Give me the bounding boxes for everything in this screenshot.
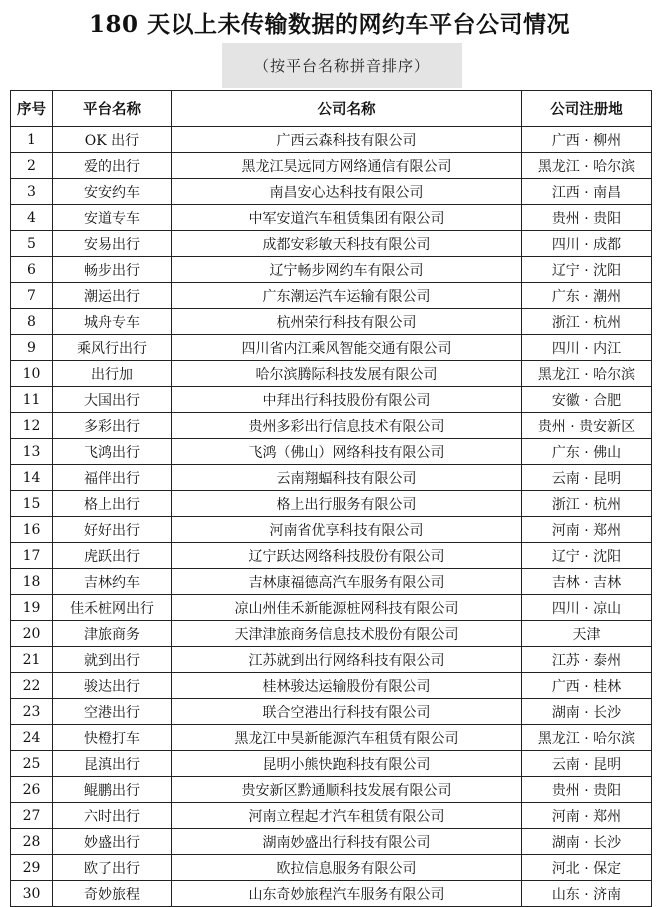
table-row: [11, 179, 652, 205]
cell-platform-name: 鲲鹏出行: [53, 777, 172, 803]
header-platform-name: 平台名称: [53, 91, 172, 127]
cell-platform-name: 畅步出行: [53, 257, 172, 283]
cell-platform-name: OK 出行: [53, 127, 172, 153]
cell-platform-name: 骏达出行: [53, 673, 172, 699]
cell-index: 12: [11, 413, 53, 439]
cell-platform-name: 津旅商务: [53, 621, 172, 647]
cell-registration-place: 黑龙江 · 哈尔滨: [522, 153, 652, 179]
table-row: [11, 387, 652, 413]
cell-index: 11: [11, 387, 53, 413]
cell-registration-place: 广西 · 桂林: [522, 673, 652, 699]
cell-index: 14: [11, 465, 53, 491]
cell-registration-place: 广东 · 潮州: [522, 283, 652, 309]
cell-index: 29: [11, 855, 53, 881]
cell-company-name: 四川省内江乘风智能交通有限公司: [172, 335, 522, 361]
cell-index: 9: [11, 335, 53, 361]
cell-index: 25: [11, 751, 53, 777]
cell-index: 26: [11, 777, 53, 803]
cell-index: 10: [11, 361, 53, 387]
cell-registration-place: 贵州 · 贵阳: [522, 777, 652, 803]
cell-platform-name: 昆滇出行: [53, 751, 172, 777]
table-row: [11, 257, 652, 283]
cell-company-name: 山东奇妙旅程汽车服务有限公司: [172, 881, 522, 907]
cell-index: 6: [11, 257, 53, 283]
cell-platform-name: 出行加: [53, 361, 172, 387]
cell-platform-name: 六时出行: [53, 803, 172, 829]
cell-platform-name: 安道专车: [53, 205, 172, 231]
cell-registration-place: 江西 · 南昌: [522, 179, 652, 205]
table-row: [11, 881, 652, 907]
cell-platform-name: 妙盛出行: [53, 829, 172, 855]
cell-company-name: 中拜出行科技股份有限公司: [172, 387, 522, 413]
cell-company-name: 辽宁畅步网约车有限公司: [172, 257, 522, 283]
cell-platform-name: 好好出行: [53, 517, 172, 543]
table-row: [11, 309, 652, 335]
cell-company-name: 杭州荣行科技有限公司: [172, 309, 522, 335]
cell-registration-place: 四川 · 凉山: [522, 595, 652, 621]
table-row: [11, 491, 652, 517]
cell-company-name: 昆明小熊快跑科技有限公司: [172, 751, 522, 777]
cell-index: 23: [11, 699, 53, 725]
cell-registration-place: 贵州 · 贵安新区: [522, 413, 652, 439]
table-row: [11, 231, 652, 257]
cell-platform-name: 爱的出行: [53, 153, 172, 179]
cell-company-name: 云南翔蝠科技有限公司: [172, 465, 522, 491]
header-company-name: 公司名称: [172, 91, 522, 127]
table-row: [11, 517, 652, 543]
cell-index: 3: [11, 179, 53, 205]
table-row: [11, 699, 652, 725]
cell-company-name: 黑龙江昊远同方网络通信有限公司: [172, 153, 522, 179]
cell-registration-place: 广东 · 佛山: [522, 439, 652, 465]
header-index: 序号: [11, 91, 53, 127]
page-title: 180 天以上未传输数据的网约车平台公司情况: [88, 11, 571, 38]
cell-registration-place: 四川 · 内江: [522, 335, 652, 361]
cell-company-name: 湖南妙盛出行科技有限公司: [172, 829, 522, 855]
table-row: [11, 621, 652, 647]
cell-platform-name: 安安约车: [53, 179, 172, 205]
cell-platform-name: 大国出行: [53, 387, 172, 413]
cell-company-name: 成都安彩敏天科技有限公司: [172, 231, 522, 257]
cell-registration-place: 浙江 · 杭州: [522, 309, 652, 335]
cell-index: 1: [11, 127, 53, 153]
subtitle: （按平台名称拼音排序）: [253, 57, 430, 75]
cell-company-name: 哈尔滨腾际科技发展有限公司: [172, 361, 522, 387]
cell-company-name: 格上出行服务有限公司: [172, 491, 522, 517]
table-header-row: [11, 91, 652, 127]
table-row: [11, 725, 652, 751]
cell-index: 8: [11, 309, 53, 335]
cell-index: 27: [11, 803, 53, 829]
cell-index: 22: [11, 673, 53, 699]
cell-index: 17: [11, 543, 53, 569]
cell-index: 21: [11, 647, 53, 673]
cell-registration-place: 广西 · 柳州: [522, 127, 652, 153]
subtitle-box: [222, 43, 462, 88]
cell-registration-place: 贵州 · 贵阳: [522, 205, 652, 231]
table-row: [11, 361, 652, 387]
cell-company-name: 凉山州佳禾新能源桩网科技有限公司: [172, 595, 522, 621]
platform-table: [10, 90, 652, 907]
header-registration-place: 公司注册地: [522, 91, 652, 127]
table-row: [11, 647, 652, 673]
cell-company-name: 河南立程起才汽车租赁有限公司: [172, 803, 522, 829]
cell-registration-place: 黑龙江 · 哈尔滨: [522, 725, 652, 751]
table-row: [11, 569, 652, 595]
cell-company-name: 广东潮运汽车运输有限公司: [172, 283, 522, 309]
table-row: [11, 127, 652, 153]
cell-registration-place: 四川 · 成都: [522, 231, 652, 257]
cell-index: 18: [11, 569, 53, 595]
cell-platform-name: 欧了出行: [53, 855, 172, 881]
cell-platform-name: 安易出行: [53, 231, 172, 257]
cell-platform-name: 福伴出行: [53, 465, 172, 491]
cell-registration-place: 湖南 · 长沙: [522, 829, 652, 855]
cell-registration-place: 吉林 · 吉林: [522, 569, 652, 595]
table-row: [11, 829, 652, 855]
cell-registration-place: 云南 · 昆明: [522, 751, 652, 777]
cell-platform-name: 城舟专车: [53, 309, 172, 335]
cell-platform-name: 快橙打车: [53, 725, 172, 751]
cell-platform-name: 格上出行: [53, 491, 172, 517]
cell-registration-place: 河南 · 郑州: [522, 517, 652, 543]
cell-registration-place: 山东 · 济南: [522, 881, 652, 907]
cell-company-name: 广西云森科技有限公司: [172, 127, 522, 153]
cell-index: 30: [11, 881, 53, 907]
table-row: [11, 335, 652, 361]
cell-company-name: 黑龙江中昊新能源汽车租赁有限公司: [172, 725, 522, 751]
cell-registration-place: 河南 · 郑州: [522, 803, 652, 829]
cell-registration-place: 黑龙江 · 哈尔滨: [522, 361, 652, 387]
cell-index: 16: [11, 517, 53, 543]
cell-registration-place: 江苏 · 泰州: [522, 647, 652, 673]
cell-company-name: 贵州多彩出行信息技术有限公司: [172, 413, 522, 439]
cell-platform-name: 虎跃出行: [53, 543, 172, 569]
cell-platform-name: 佳禾桩网出行: [53, 595, 172, 621]
cell-platform-name: 空港出行: [53, 699, 172, 725]
cell-registration-place: 天津: [522, 621, 652, 647]
cell-platform-name: 奇妙旅程: [53, 881, 172, 907]
cell-company-name: 飞鸿（佛山）网络科技有限公司: [172, 439, 522, 465]
table-row: [11, 153, 652, 179]
table-row: [11, 673, 652, 699]
table-row: [11, 777, 652, 803]
table-row: [11, 751, 652, 777]
cell-registration-place: 辽宁 · 沈阳: [522, 543, 652, 569]
table-row: [11, 465, 652, 491]
table-row: [11, 205, 652, 231]
cell-index: 4: [11, 205, 53, 231]
table-row: [11, 413, 652, 439]
cell-platform-name: 乘风行出行: [53, 335, 172, 361]
cell-registration-place: 辽宁 · 沈阳: [522, 257, 652, 283]
cell-index: 20: [11, 621, 53, 647]
cell-index: 19: [11, 595, 53, 621]
table-row: [11, 595, 652, 621]
table-row: [11, 283, 652, 309]
cell-platform-name: 飞鸿出行: [53, 439, 172, 465]
table-row: [11, 803, 652, 829]
cell-company-name: 联合空港出行科技有限公司: [172, 699, 522, 725]
cell-index: 13: [11, 439, 53, 465]
cell-company-name: 南昌安心达科技有限公司: [172, 179, 522, 205]
cell-platform-name: 多彩出行: [53, 413, 172, 439]
cell-company-name: 河南省优享科技有限公司: [172, 517, 522, 543]
cell-registration-place: 云南 · 昆明: [522, 465, 652, 491]
cell-company-name: 辽宁跃达网络科技股份有限公司: [172, 543, 522, 569]
table-row: [11, 855, 652, 881]
cell-company-name: 贵安新区黔通顺科技发展有限公司: [172, 777, 522, 803]
cell-registration-place: 安徽 · 合肥: [522, 387, 652, 413]
table-body: [11, 127, 652, 907]
cell-platform-name: 潮运出行: [53, 283, 172, 309]
cell-index: 5: [11, 231, 53, 257]
cell-company-name: 吉林康福德高汽车服务有限公司: [172, 569, 522, 595]
cell-platform-name: 吉林约车: [53, 569, 172, 595]
cell-company-name: 天津津旅商务信息技术股份有限公司: [172, 621, 522, 647]
cell-company-name: 桂林骏达运输股份有限公司: [172, 673, 522, 699]
cell-registration-place: 湖南 · 长沙: [522, 699, 652, 725]
table-row: [11, 439, 652, 465]
cell-company-name: 江苏就到出行网络科技有限公司: [172, 647, 522, 673]
cell-index: 24: [11, 725, 53, 751]
cell-registration-place: 浙江 · 杭州: [522, 491, 652, 517]
cell-index: 2: [11, 153, 53, 179]
cell-index: 28: [11, 829, 53, 855]
cell-company-name: 中军安道汽车租赁集团有限公司: [172, 205, 522, 231]
cell-index: 15: [11, 491, 53, 517]
cell-company-name: 欧拉信息服务有限公司: [172, 855, 522, 881]
cell-platform-name: 就到出行: [53, 647, 172, 673]
table-row: [11, 543, 652, 569]
cell-registration-place: 河北 · 保定: [522, 855, 652, 881]
cell-index: 7: [11, 283, 53, 309]
